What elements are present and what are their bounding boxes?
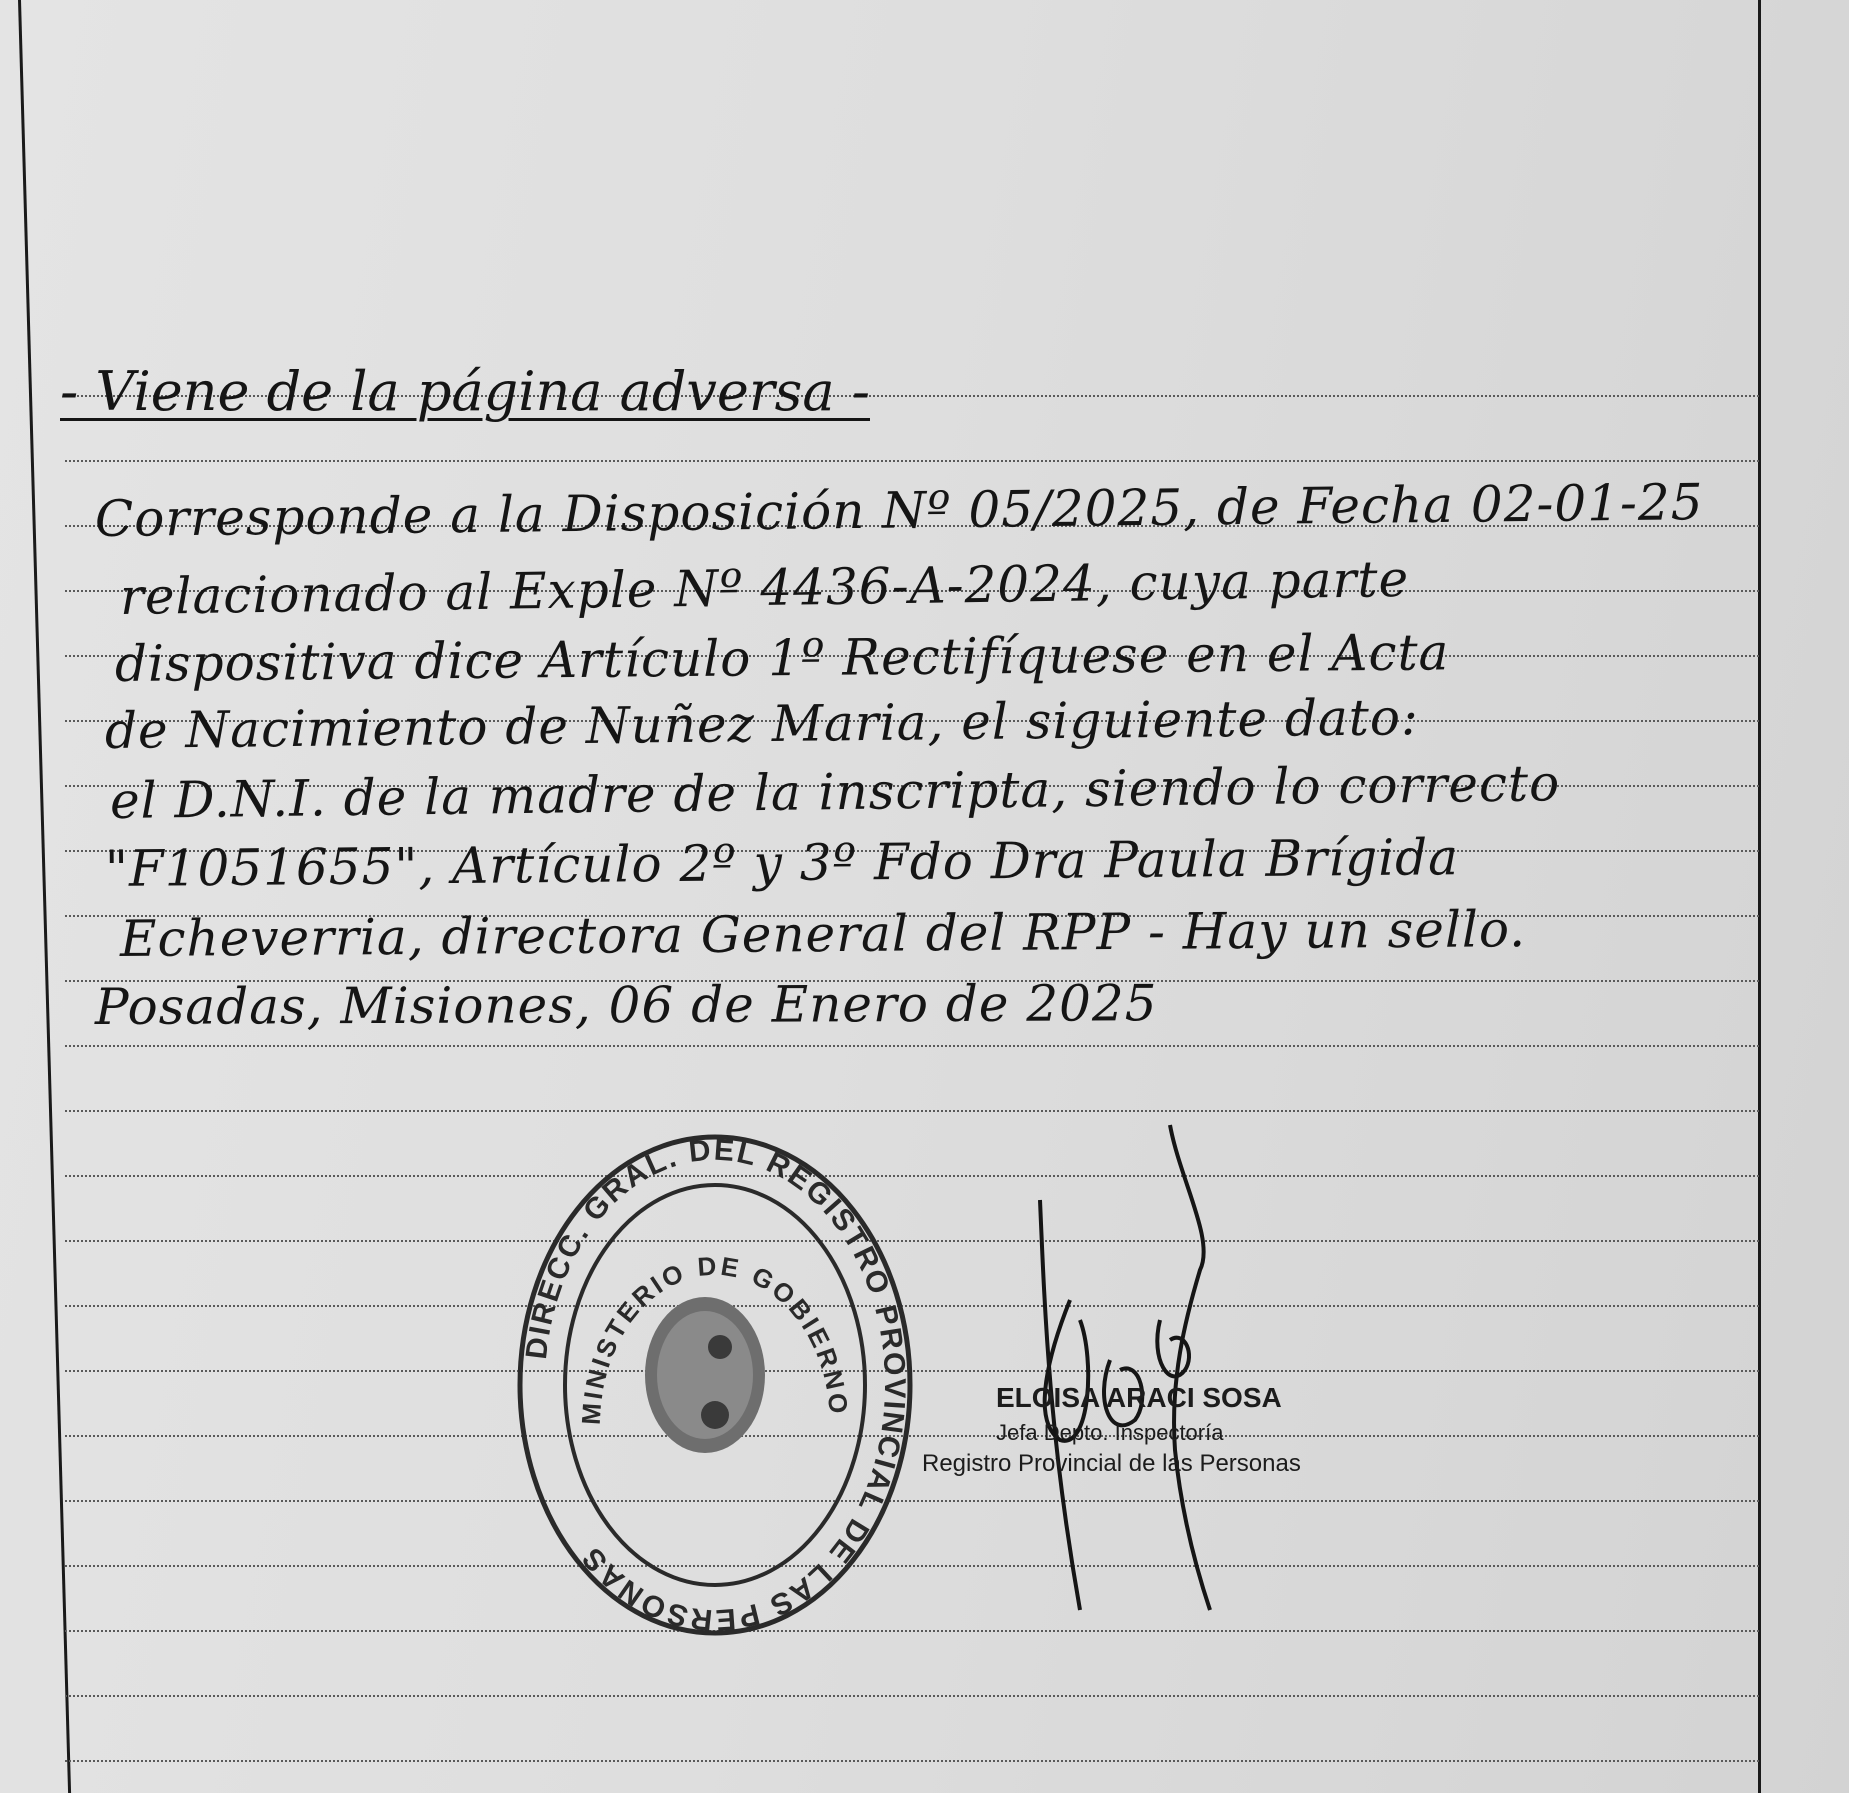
continued-from-previous-page-heading: - Viene de la página adversa - <box>60 360 870 423</box>
body-line: Posadas, Misiones, 06 de Enero de 2025 <box>94 974 1158 1036</box>
body-line: Corresponde a la Disposición Nº 05/2025, de Fecha 02-01-25 <box>94 473 1704 548</box>
signatory-title: Jefa Depto. Inspectoría <box>996 1420 1224 1445</box>
left-margin-line <box>18 0 71 1793</box>
seal-inner-text: MINISTERIO DE GOBIERNO <box>575 1250 855 1426</box>
seal-outer-text: DIRECC. GRAL. DEL REGISTRO PROVINCIAL DE LAS PERSONAS <box>520 1133 912 1637</box>
body-line: dispositiva dice Artículo 1º Rectifíquese en el Acta <box>114 623 1450 693</box>
body-line: relacionado al Exple Nº 4436-A-2024, cuya parte <box>119 550 1410 626</box>
seal-graphic <box>505 1125 925 1645</box>
coat-of-arms-icon <box>645 1297 765 1453</box>
signatory-organization: Registro Provincial de las Personas <box>922 1450 1301 1477</box>
body-line: Echeverria, directora General del RPP - Hay un sello. <box>119 900 1527 968</box>
body-line: "F1051655", Artículo 2º y 3º Fdo Dra Paula Brígida <box>104 828 1460 898</box>
body-line: de Nacimiento de Nuñez Maria, el siguiente dato: <box>104 688 1420 760</box>
body-line: el D.N.I. de la madre de la inscripta, siendo lo correcto <box>109 754 1561 830</box>
signatory-name: ELOISA ARACI SOSA <box>996 1382 1282 1413</box>
official-seal-stamp <box>505 1125 925 1645</box>
handwritten-signature <box>1000 1120 1260 1620</box>
right-margin-line <box>1758 0 1761 1793</box>
